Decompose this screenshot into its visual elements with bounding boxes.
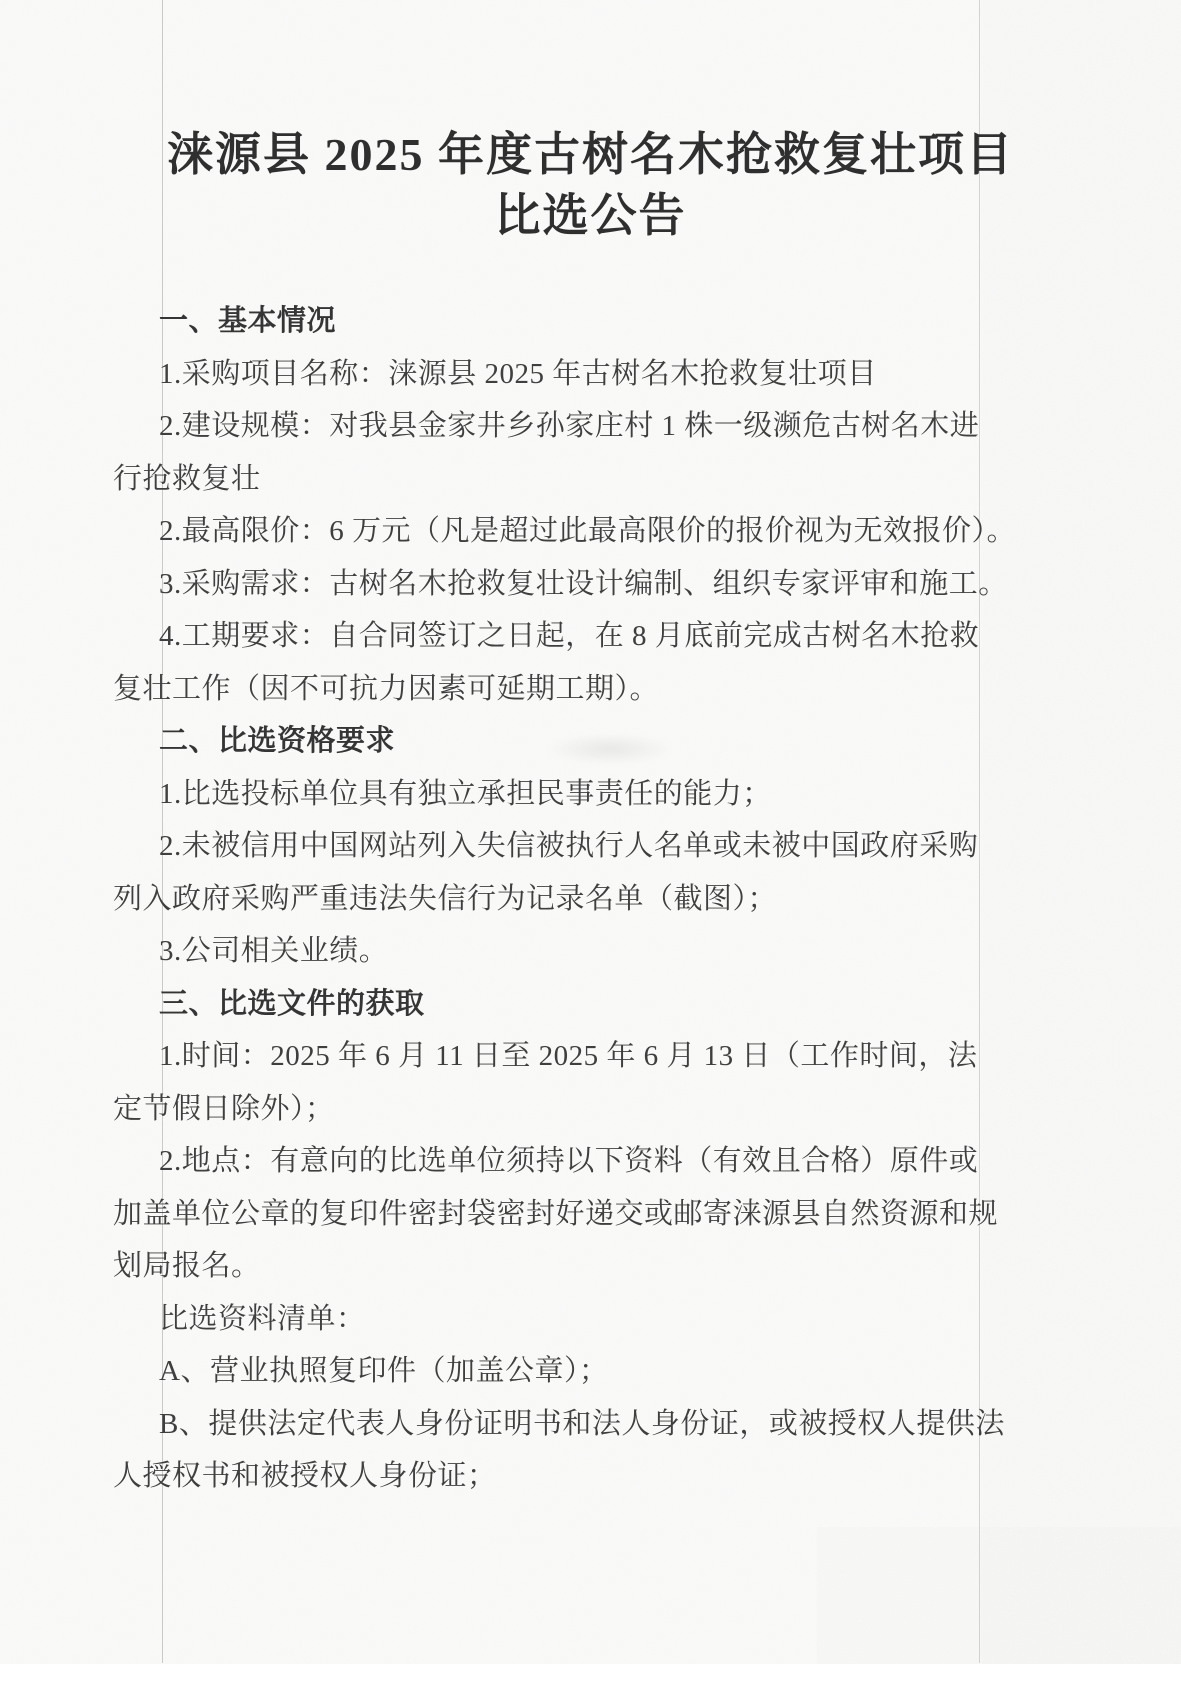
doc-line-location-3: 划局报名。 [113, 1250, 261, 1282]
scanner-edge-band [0, 1664, 1181, 1684]
doc-line-project-name: 1.采购项目名称：涞源县 2025 年古树名木抢救复壮项目 [159, 357, 877, 390]
doc-line-materials-list-title: 比选资料清单： [159, 1302, 366, 1335]
doc-line-schedule-2: 复壮工作（因不可抗力因素可延期工期）。 [113, 672, 660, 705]
section-heading-qualifications: 二、比选资格要求 [159, 725, 396, 757]
doc-line-material-b1: B、提供法定代表人身份证明书和法人身份证，或被授权人提供法 [159, 1407, 1005, 1440]
doc-line-qualification-2b: 列入政府采购严重违法失信行为记录名单（截图）； [113, 882, 778, 915]
doc-line-scale-2: 行抢救复壮 [113, 462, 261, 495]
doc-line-qualification-1: 1.比选投标单位具有独立承担民事责任的能力； [159, 777, 772, 810]
doc-line-material-a: A、营业执照复印件（加盖公章）； [159, 1355, 609, 1387]
section-heading-file-obtain: 三、比选文件的获取 [159, 987, 425, 1020]
doc-line-time-2: 定节假日除外）； [113, 1092, 335, 1125]
document-body [113, 295, 1017, 1503]
doc-line-scale-1: 2.建设规模：对我县金家井乡孙家庄村 1 株一级濒危古树名木进 [159, 410, 980, 442]
document-title-line2: 比选公告 [494, 190, 687, 241]
doc-line-schedule-1: 4.工期要求：自合同签订之日起，在 8 月底前完成古树名木抢救 [159, 620, 980, 652]
doc-line-qualification-2a: 2.未被信用中国网站列入失信被执行人名单或未被中国政府采购 [159, 830, 979, 862]
doc-line-location-1: 2.地点：有意向的比选单位须持以下资料（有效且合格）原件或 [159, 1145, 979, 1177]
doc-line-price-cap: 2.最高限价：6 万元（凡是超过此最高限价的报价视为无效报价）。 [159, 515, 1017, 547]
doc-line-procurement-needs: 3.采购需求：古树名木抢救复壮设计编制、组织专家评审和施工。 [159, 567, 1008, 600]
doc-line-time-1: 1.时间：2025 年 6 月 11 日至 2025 年 6 月 13 日（工作时间，法 [159, 1040, 978, 1072]
doc-line-material-b2: 人授权书和被授权人身份证； [113, 1460, 497, 1492]
doc-line-qualification-3: 3.公司相关业绩。 [159, 935, 389, 967]
section-heading-basic-info: 一、基本情况 [159, 305, 337, 337]
document-title [0, 124, 1181, 246]
doc-line-location-2: 加盖单位公章的复印件密封袋密封好递交或邮寄涞源县自然资源和规 [113, 1197, 999, 1230]
document-title-line1: 涞源县 2025 年度古树名木抢救复壮项目 [167, 129, 1014, 180]
